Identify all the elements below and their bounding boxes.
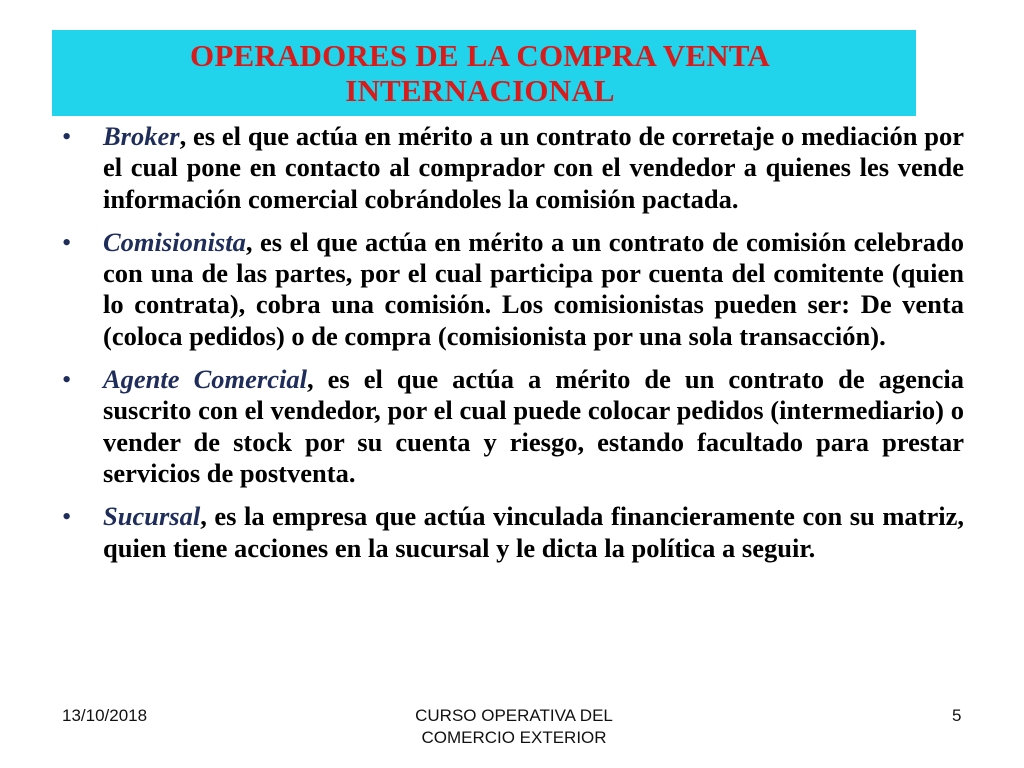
bullet-item-comisionista bbox=[62, 227, 964, 352]
definition-sucursal: , es la empresa que actúa vinculada financieramente con su matriz, quien tiene acciones en la sucursal y le dicta la política a seguir. bbox=[103, 501, 964, 563]
bullet-item-broker bbox=[62, 121, 964, 215]
title-banner bbox=[52, 30, 916, 116]
footer-course-line-2: COMERCIO EXTERIOR bbox=[421, 728, 607, 747]
term-sucursal: Sucursal bbox=[103, 501, 201, 532]
slide-title-line-2: INTERNACIONAL bbox=[345, 73, 615, 108]
definition-agente-comercial: , es el que actúa a mérito de un contrato de agencia suscrito con el vendedor, por el cual puede colocar pedidos (intermediario) o vender de stock por su cuenta y riesgo, estando facultado para prestar servicios de postventa. bbox=[103, 364, 964, 488]
footer-course-line-1: CURSO OPERATIVA DEL bbox=[415, 706, 613, 725]
bullet-list bbox=[62, 121, 964, 576]
slide-title-line-1: OPERADORES DE LA COMPRA VENTA bbox=[190, 38, 770, 73]
footer-date: 13/10/2018 bbox=[62, 706, 148, 725]
term-comisionista: Comisionista bbox=[103, 226, 246, 257]
definition-broker: , es el que actúa en mérito a un contrato de corretaje o mediación por el cual pone en contacto al comprador con el vendedor a quienes les vende información comercial cobrándoles la comisión pactada. bbox=[103, 121, 964, 214]
bullet-icon: • bbox=[62, 364, 72, 395]
term-broker: Broker bbox=[103, 121, 180, 151]
footer-course bbox=[350, 705, 678, 749]
term-agente-comercial: Agente Comercial bbox=[103, 364, 307, 395]
bullet-icon: • bbox=[62, 226, 72, 257]
footer-page-number: 5 bbox=[952, 706, 962, 725]
definition-comisionista: , es el que actúa en mérito a un contrato de comisión celebrado con una de las partes, por el cual participa por cuenta del comitente (quien lo contrata), cobra una comisión. Los comisionistas pueden ser: De venta (coloca pedidos) o de compra (comisionista por una sola transacción). bbox=[103, 226, 964, 351]
bullet-icon: • bbox=[62, 501, 72, 532]
bullet-icon: • bbox=[62, 121, 72, 151]
bullet-item-sucursal bbox=[62, 501, 964, 564]
bullet-item-agente-comercial bbox=[62, 364, 964, 489]
